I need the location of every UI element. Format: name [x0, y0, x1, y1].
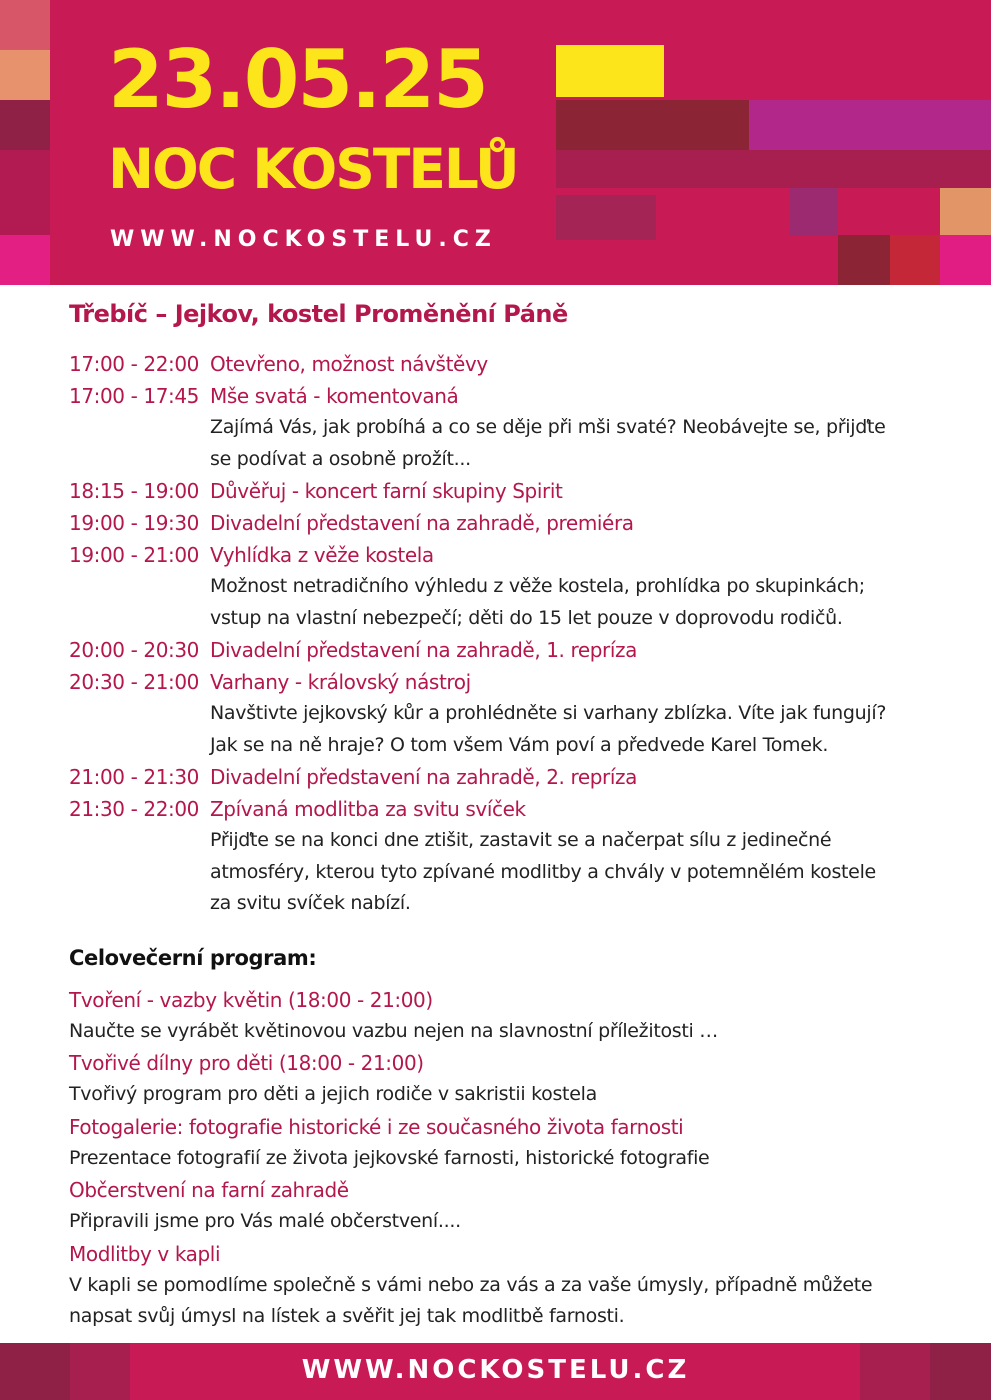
schedule-description [210, 825, 949, 920]
schedule-list [69, 348, 949, 920]
schedule-description [210, 412, 949, 475]
footer-banner [0, 1343, 991, 1400]
schedule-title: Otevřeno, možnost návštěvy [210, 352, 488, 376]
description-line: Naučte se vyrábět květinovou vazbu nejen na slavnostní příležitosti … [69, 1019, 718, 1042]
description-line: Navštivte jejkovský kůr a prohlédněte si varhany zblízka. Víte jak fungují? [210, 702, 887, 724]
decor-block [556, 100, 749, 150]
description-line: Jak se na ně hraje? O tom všem Vám poví a předvede Karel Tomek. [210, 733, 829, 756]
header-website-link[interactable]: WWW.NOCKOSTELU.CZ [110, 227, 497, 252]
decor-block [0, 0, 50, 50]
program-content [69, 300, 949, 1333]
decor-block [838, 235, 890, 285]
schedule-item [69, 348, 949, 380]
schedule-title: Vyhlídka z věže kostela [210, 543, 434, 567]
schedule-item [69, 507, 949, 539]
decor-block [556, 150, 991, 188]
description-line: za svitu svíček nabízí. [210, 892, 411, 914]
all-evening-heading: Celovečerní program: [69, 945, 317, 970]
decor-block [0, 50, 50, 100]
schedule-item [69, 666, 949, 698]
schedule-title: Divadelní představení na zahradě, premiéra [210, 511, 634, 535]
program-item-title: Občerstvení na farní zahradě [69, 1178, 349, 1202]
decor-block [556, 45, 664, 97]
schedule-time: 21:30 - 22:00 [69, 797, 200, 821]
decor-block [790, 188, 838, 236]
program-item-description [69, 1206, 949, 1238]
location-title: Třebíč – Jejkov, kostel Proměnění Páně [69, 300, 568, 328]
schedule-title: Divadelní představení na zahradě, 1. repríza [210, 638, 637, 662]
event-date: 23.05.25 [108, 33, 487, 126]
program-item-description [69, 1079, 949, 1111]
description-line: V kapli se pomodlíme společně s vámi nebo za vás a za vaše úmysly, případně můžete [69, 1273, 873, 1296]
schedule-time: 17:00 - 22:00 [69, 352, 200, 376]
program-item-description [69, 1270, 949, 1333]
event-title: NOC KOSTELŮ [108, 137, 518, 201]
schedule-description [210, 571, 949, 634]
description-line: vstup na vlastní nebezpečí; děti do 15 let pouze v doprovodu rodičů. [210, 606, 843, 629]
schedule-time: 18:15 - 19:00 [69, 479, 200, 503]
program-item-title: Fotogalerie: fotografie historické i ze současného života farnosti [69, 1114, 684, 1139]
description-line: atmosféry, kterou tyto zpívané modlitby a chvály v potemnělém kostele [210, 860, 876, 883]
decor-block [0, 235, 50, 285]
program-item-title: Tvořivé dílny pro děti (18:00 - 21:00) [69, 1051, 424, 1075]
schedule-title: Varhany - královský nástroj [210, 670, 471, 694]
schedule-item [69, 634, 949, 666]
schedule-item [69, 380, 949, 412]
schedule-time: 17:00 - 17:45 [69, 384, 200, 408]
description-line: Přijďte se na konci dne ztišit, zastavit se a načerpat sílu z jedinečné [210, 829, 832, 851]
program-item-title: Tvoření - vazby květin (18:00 - 21:00) [69, 987, 433, 1012]
schedule-time: 19:00 - 19:30 [69, 511, 200, 535]
footer-website-link[interactable]: WWW.NOCKOSTELU.CZ [301, 1355, 690, 1385]
decor-block [0, 150, 50, 235]
schedule-time: 21:00 - 21:30 [69, 765, 200, 789]
all-evening-list [69, 984, 949, 1333]
decor-block [890, 235, 940, 285]
program-item-title: Modlitby v kapli [69, 1241, 221, 1266]
decor-block [940, 188, 991, 235]
description-line: Tvořivý program pro děti a jejich rodiče v sakristii kostela [69, 1083, 597, 1105]
decor-block [749, 100, 991, 150]
description-line: Prezentace fotografií ze života jejkovské farnosti, historické fotografie [69, 1146, 710, 1169]
header-banner [0, 0, 991, 285]
program-item-description [69, 1143, 949, 1175]
decor-block [940, 235, 991, 285]
schedule-time: 19:00 - 21:00 [69, 543, 200, 567]
schedule-title: Divadelní představení na zahradě, 2. repríza [210, 765, 637, 789]
schedule-title: Důvěřuj - koncert farní skupiny Spirit [210, 479, 563, 503]
schedule-item [69, 475, 949, 507]
decor-block [556, 195, 656, 240]
schedule-item [69, 793, 949, 825]
schedule-item [69, 539, 949, 571]
description-line: napsat svůj úmysl na lístek a svěřit jej tak modlitbě farnosti. [69, 1305, 625, 1327]
schedule-time: 20:00 - 20:30 [69, 638, 200, 662]
program-item-description [69, 1016, 949, 1048]
description-line: Možnost netradičního výhledu z věže kostela, prohlídka po skupinkách; [210, 575, 865, 597]
description-line: se podívat a osobně prožít... [210, 447, 471, 470]
schedule-title: Mše svatá - komentovaná [210, 384, 459, 408]
description-line: Zajímá Vás, jak probíhá a co se děje při mši svaté? Neobávejte se, přijďte [210, 416, 886, 438]
schedule-item [69, 761, 949, 793]
schedule-time: 20:30 - 21:00 [69, 670, 200, 694]
schedule-title: Zpívaná modlitba za svitu svíček [210, 797, 526, 821]
schedule-description [210, 698, 949, 761]
description-line: Připravili jsme pro Vás malé občerstvení.... [69, 1210, 461, 1232]
decor-block [0, 100, 50, 150]
